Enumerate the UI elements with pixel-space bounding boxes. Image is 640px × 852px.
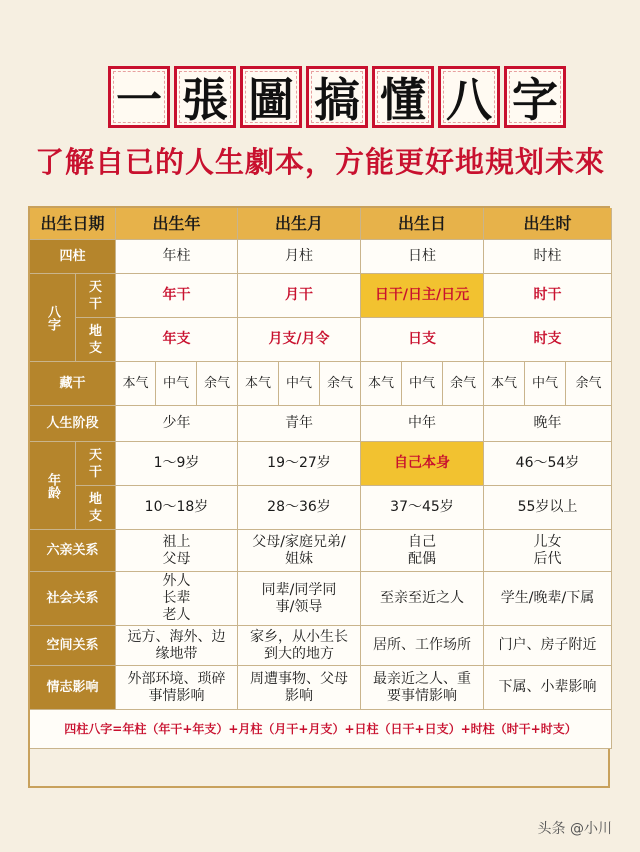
cell-age-tiangan-hour: 46～54岁: [484, 442, 612, 486]
cell-canggan: 中气: [156, 362, 197, 406]
sub-label-age-tiangan: 天干: [76, 442, 116, 486]
cell-tiangan-hour: 时干: [484, 274, 612, 318]
cell-age-dizhi-day: 37～45岁: [361, 486, 484, 530]
cell-age-tiangan-year: 1～9岁: [116, 442, 238, 486]
row-label-canggan: 藏干: [30, 362, 116, 406]
cell-canggan: 本气: [484, 362, 525, 406]
cell-sizhu-day: 日柱: [361, 240, 484, 274]
cell-canggan: 本气: [116, 362, 156, 406]
cell-tiangan-month: 月干: [238, 274, 361, 318]
title-char: 八: [438, 66, 500, 128]
cell-dizhi-month: 月支/月令: [238, 318, 361, 362]
cell-stage-month: 青年: [238, 406, 361, 442]
title: [108, 66, 566, 128]
sub-label-dizhi: 地支: [76, 318, 116, 362]
cell-tiangan-day: 日干/日主/日元: [361, 274, 484, 318]
cell-tiangan-year: 年干: [116, 274, 238, 318]
cell-canggan: 中气: [525, 362, 566, 406]
cell-canggan: 中气: [279, 362, 320, 406]
cell-sizhu-year: 年柱: [116, 240, 238, 274]
cell-liuqin-year: 祖上父母: [116, 530, 238, 572]
cell-canggan: 本气: [238, 362, 279, 406]
cell-emotion-month: 周遭事物、父母影响: [238, 666, 361, 710]
subtitle: 了解自已的人生劇本，方能更好地規划未來: [34, 145, 605, 179]
cell-age-tiangan-month: 19～27岁: [238, 442, 361, 486]
cell-liuqin-month: 父母/家庭兄弟/姐妹: [238, 530, 361, 572]
cell-social-year: 外人长辈老人: [116, 572, 238, 626]
title-char: 搞: [306, 66, 368, 128]
cell-age-dizhi-month: 28～36岁: [238, 486, 361, 530]
cell-canggan: 余气: [566, 362, 612, 406]
header-year: 出生年: [116, 208, 238, 240]
row-label-age: 年龄: [30, 442, 76, 530]
cell-emotion-day: 最亲近之人、重要事情影响: [361, 666, 484, 710]
header-hour: 出生时: [484, 208, 612, 240]
sub-label-age-dizhi: 地支: [76, 486, 116, 530]
title-char: 懂: [372, 66, 434, 128]
cell-canggan: 中气: [402, 362, 443, 406]
cell-space-month: 家乡，从小生长到大的地方: [238, 626, 361, 666]
sub-label-tiangan: 天干: [76, 274, 116, 318]
cell-canggan: 本气: [361, 362, 402, 406]
cell-social-day: 至亲至近之人: [361, 572, 484, 626]
cell-canggan: 余气: [197, 362, 238, 406]
row-label-social: 社会关系: [30, 572, 116, 626]
cell-age-dizhi-hour: 55岁以上: [484, 486, 612, 530]
header-month: 出生月: [238, 208, 361, 240]
cell-dizhi-hour: 时支: [484, 318, 612, 362]
cell-social-hour: 学生/晚辈/下属: [484, 572, 612, 626]
row-label-space: 空间关系: [30, 626, 116, 666]
cell-liuqin-hour: 儿女后代: [484, 530, 612, 572]
row-label-bazi: 八字: [30, 274, 76, 362]
watermark: 头条 @小川: [537, 821, 612, 837]
title-char: 一: [108, 66, 170, 128]
cell-space-year: 远方、海外、边缘地带: [116, 626, 238, 666]
row-label-stage: 人生阶段: [30, 406, 116, 442]
cell-dizhi-year: 年支: [116, 318, 238, 362]
cell-sizhu-hour: 时柱: [484, 240, 612, 274]
title-char: 張: [174, 66, 236, 128]
row-label-sizhu: 四柱: [30, 240, 116, 274]
cell-space-day: 居所、工作场所: [361, 626, 484, 666]
cell-dizhi-day: 日支: [361, 318, 484, 362]
formula: 四柱八字=年柱（年干+年支）+月柱（月干+月支）+日柱（日干+日支）+时柱（时干+时支）: [30, 710, 612, 749]
cell-canggan: 余气: [320, 362, 361, 406]
bazi-table: [28, 206, 610, 788]
title-char: 圖: [240, 66, 302, 128]
cell-stage-hour: 晚年: [484, 406, 612, 442]
cell-liuqin-day: 自己配偶: [361, 530, 484, 572]
cell-emotion-year: 外部环境、琐碎事情影响: [116, 666, 238, 710]
title-char: 字: [504, 66, 566, 128]
cell-emotion-hour: 下属、小辈影响: [484, 666, 612, 710]
cell-stage-year: 少年: [116, 406, 238, 442]
header-corner: 出生日期: [30, 208, 116, 240]
cell-age-tiangan-day: 自己本身: [361, 442, 484, 486]
cell-social-month: 同辈/同学同事/领导: [238, 572, 361, 626]
header-day: 出生日: [361, 208, 484, 240]
row-label-emotion: 情志影响: [30, 666, 116, 710]
cell-stage-day: 中年: [361, 406, 484, 442]
cell-space-hour: 门户、房子附近: [484, 626, 612, 666]
cell-canggan: 余气: [443, 362, 484, 406]
cell-sizhu-month: 月柱: [238, 240, 361, 274]
row-label-liuqin: 六亲关系: [30, 530, 116, 572]
cell-age-dizhi-year: 10～18岁: [116, 486, 238, 530]
